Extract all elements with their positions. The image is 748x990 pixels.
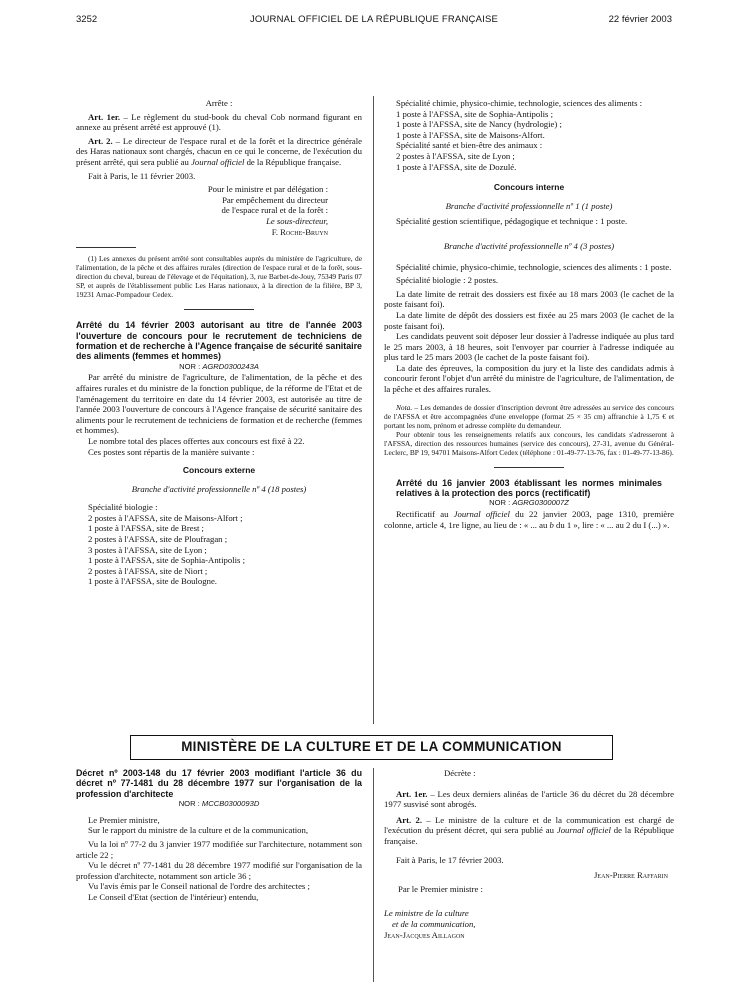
- speciality-biology-2: Spécialité biologie : 2 postes.: [396, 275, 499, 286]
- nor-code: AGRG0300007Z: [512, 498, 569, 508]
- list-item: 1 poste à l'AFSSA, site de Boulogne.: [88, 576, 217, 587]
- visa-loi: Vu la loi nº 77-2 du 3 janvier 1977 modifiée sur l'architecture, notamment son article 22 ;: [76, 839, 362, 860]
- culture-article-2: [384, 815, 674, 847]
- article-2-label: Art. 2.: [396, 814, 423, 825]
- list-item: 2 postes à l'AFSSA, site de Ploufragan ;: [88, 534, 228, 545]
- list-item: 1 poste à l'AFSSA, site de Nancy (hydrologie) ;: [396, 119, 562, 130]
- signature-line-1: Pour le ministre et par délégation :: [207, 184, 328, 195]
- nor-reference: [76, 362, 362, 373]
- signature-line-2: Par empêchement du directeur: [222, 194, 328, 205]
- decree-paragraph-1: Par arrêté du ministre de l'agriculture, de l'alimentation, de la pêche et des affaires rurales et du ministre de la fonction publique, de la réforme de l'Etat et de l'aménagement du territoire en date du 14 février 2003, est autorisée au titre de l'année 2003 l'ouverture de concours à l'Agence française de sécurité sanitaire des aliments pour le recrutement de techniciens de formation et de recherche (femmes et hommes).: [76, 372, 362, 436]
- list-item: 1 poste à l'AFSSA, site de Brest ;: [88, 523, 204, 534]
- visa-decret: Vu le décret nº 77-1481 du 28 décembre 1977 modifié sur l'organisation de la profession d'architecte, notamment son article 36 ;: [76, 860, 362, 881]
- decree-paragraph-3: Ces postes sont répartis de la manière suivante :: [88, 446, 255, 457]
- article-1: [76, 112, 362, 133]
- paragraph-epreuves: La date des épreuves, la composition du jury et la liste des candidats admis à concourir feront l'objet d'un arrêté du ministre de l'agriculture, de l'alimentation, de la pêche et des affaires rurales.: [384, 362, 674, 395]
- bottom-left-column: [76, 768, 362, 903]
- paragraph-retrait: La date limite de retrait des dossiers est fixée au 18 mars 2003 (le cachet de la poste faisant foi).: [384, 288, 674, 310]
- nor-code: AGRD0300243A: [202, 361, 259, 371]
- par-premier-ministre: Par le Premier ministre :: [398, 883, 483, 894]
- minister-name: Jean-Jacques Aillagon: [384, 929, 465, 940]
- signature-title: Le sous-directeur,: [266, 215, 328, 226]
- signer-name: Jean-Pierre Raffarin: [594, 870, 668, 881]
- column-divider-bottom: [373, 768, 374, 982]
- nor-reference: [76, 799, 362, 810]
- ministry-banner: MINISTÈRE DE LA CULTURE ET DE LA COMMUNICATION: [130, 735, 613, 760]
- paragraph-depot: La date limite de dépôt des dossiers est fixée au 25 mars 2003 (le cachet de la poste faisant foi).: [384, 309, 674, 331]
- signature-name: F. Roche-Bruyn: [271, 226, 328, 237]
- culture-decree-title: Décret nº 2003-148 du 17 février 2003 modifiant l'article 36 du décret nº 77-1481 du 28 décembre 1977 sur l'organisation de la profession d'architecte: [76, 768, 362, 799]
- concours-interne-heading: Concours interne: [493, 182, 565, 193]
- speciality-biology: Spécialité biologie :: [88, 502, 158, 513]
- page-header: [76, 14, 672, 28]
- article-2: [76, 136, 362, 168]
- branche-4b-heading: Branche d'activité professionnelle nº 4 (3 postes): [443, 240, 615, 251]
- visa-avis: Vu l'avis émis par le Conseil national de l'ordre des architectes ;: [88, 881, 310, 892]
- footnote-rule: [76, 247, 136, 248]
- list-item: 1 poste à l'AFSSA, site de Maisons-Alfort.: [396, 129, 545, 140]
- paragraph-candidats: Les candidats peuvent soit déposer leur dossier à l'adresse indiquée au plus tard le 25 mars 2003, à 18 heures, soit l'envoyer par courrier à l'adresse indiquée au plus tard le 25 mars 2003 (le cachet de la poste faisant foi).: [384, 331, 674, 363]
- branche-1-heading: Branche d'activité professionnelle nº 1 (1 poste): [445, 200, 613, 211]
- speciality-animal-health: Spécialité santé et bien-être des animaux :: [396, 140, 543, 151]
- article-2-jo: Journal officiel: [556, 825, 611, 836]
- nor-label: NOR :: [178, 799, 202, 809]
- decree-paragraph-2: Le nombre total des places offertes aux concours est fixé à 22.: [88, 435, 305, 446]
- rect-text-b: du 22 janvier 2003, page 1310, première colonne, article 4, 1re ligne, au lieu de : « ... au: [384, 509, 675, 530]
- nota: [384, 403, 674, 430]
- list-item: 1 poste à l'AFSSA, site de Sophia-Antipolis ;: [88, 555, 245, 566]
- list-item: 2 postes à l'AFSSA, site de Maisons-Alfort ;: [88, 512, 243, 523]
- nota-contact: Pour obtenir tous les renseignements relatifs aux concours, les candidats s'adresseront à l'AFSSA, direction des ressources humaines (service des concours), 27-31, avenue du Général-Leclerc, BP 19, 94701 Maisons-Alfort Cedex (téléphone : 01-49-77-13-76, fax : 01-49-77-13-86).: [384, 429, 674, 457]
- chemistry-list: [384, 98, 674, 172]
- nota-label: Nota.: [396, 402, 413, 412]
- section-rule: [184, 309, 254, 310]
- article-2-jo: Journal officiel: [191, 156, 245, 167]
- rect-jo: Journal officiel: [453, 509, 510, 520]
- article-2-label: Art. 2.: [88, 135, 113, 146]
- article-1-label: Art. 1er.: [396, 788, 428, 799]
- issue-date: 22 février 2003: [608, 14, 672, 25]
- article-1-label: Art. 1er.: [88, 111, 121, 122]
- article-2-text: – Le directeur de l'espace rural et de la forêt et la directrice générale des Haras nationaux sont chargés, chacun en ce qui le concerne, de l'exécution du présent arrêté, qui sera publié au: [76, 135, 362, 167]
- list-item: 3 postes à l'AFSSA, site de Lyon ;: [88, 544, 207, 555]
- fait-a-paris: Fait à Paris, le 11 février 2003.: [88, 170, 196, 181]
- column-divider-top: [373, 96, 374, 724]
- article-1-text: – Le règlement du stud-book du cheval Cob normand figurant en annexe au présent arrêté est approuvé (1).: [76, 111, 362, 133]
- right-column: [384, 98, 674, 530]
- visa-rapport: Sur le rapport du ministre de la culture et de la communication,: [88, 825, 309, 836]
- nor-label: NOR :: [489, 498, 513, 508]
- nor-label: NOR :: [179, 361, 203, 371]
- list-item: 2 postes à l'AFSSA, site de Niort ;: [88, 565, 208, 576]
- rect-text-a: Rectificatif au: [396, 509, 454, 520]
- article-2-tail: de la République française.: [384, 825, 674, 846]
- nor-code: MCCB0300093D: [201, 799, 260, 809]
- culture-article-1: [384, 789, 674, 810]
- article-1-text: – Les deux derniers alinéas de l'article 36 du décret du 28 décembre 1977 susvisé sont abrogés.: [384, 788, 675, 810]
- speciality-management: Spécialité gestion scientifique, pédagogique et technique : 1 poste.: [396, 216, 628, 227]
- minister-title-1: Le ministre de la culture: [384, 908, 469, 919]
- biology-list: [76, 502, 362, 587]
- rectificatif-paragraph: [384, 509, 674, 530]
- list-item: 2 postes à l'AFSSA, site de Lyon ;: [396, 150, 515, 161]
- rect-text-b-italic: b: [549, 519, 554, 530]
- decrete-label: Décrète :: [444, 768, 476, 778]
- page-number: 3252: [76, 14, 98, 25]
- nota-text: – Les demandes de dossier d'inscription devront être adressées au service des concours de l'AFSSA et être accompagnées d'une enveloppe (format 25 × 35 cm) affranchie à 1,75 € et portant les nom, prénom et adresse complète du demandeur.: [384, 402, 674, 430]
- porcs-decree-title: Arrêté du 16 janvier 2003 établissant les normes minimales relatives à la protection des porcs (rectificatif): [396, 477, 662, 499]
- rect-text-c: du 1 », lire : « ... au 2 du I (...) ».: [553, 519, 670, 530]
- journal-title: JOURNAL OFFICIEL DE LA RÉPUBLIQUE FRANÇAISE: [249, 14, 499, 25]
- visa-conseil-etat: Le Conseil d'Etat (section de l'intérieur) entendu,: [88, 891, 259, 902]
- branche-4-heading: Branche d'activité professionnelle nº 4 (18 postes): [131, 483, 307, 494]
- footnote: (1) Les annexes du présent arrêté sont consultables auprès du ministère de l'agriculture, de l'alimentation, de la pêche et des affaires rurales (direction de l'espace rural et de la forêt, sous-direction du cheval, bureau de l'élevage et de l'équitation), 3, rue Barbet-de-Jouy, 75349 Paris 07 SP, et auprès de l'établissement public Les Haras nationaux, à la direction de la filière, BP 3, 19231 Arnac-Pompadour Cedex.: [76, 254, 362, 300]
- decree-title: Arrêté du 14 février 2003 autorisant au titre de l'année 2003 l'ouverture de concours pour le recrutement de techniciens de formation et de recherche à l'Agence française de sécurité sanitaire des aliments (femmes et hommes): [76, 320, 362, 362]
- bottom-right-column: [384, 768, 674, 940]
- left-column: [76, 98, 362, 587]
- list-item: 1 poste à l'AFSSA, site de Sophia-Antipolis ;: [396, 108, 553, 119]
- section-rule: [494, 467, 564, 468]
- premier-ministre: Le Premier ministre,: [88, 814, 160, 825]
- nor-reference: [384, 498, 674, 509]
- speciality-chemistry: Spécialité chimie, physico-chimie, technologie, sciences des aliments :: [396, 98, 643, 108]
- article-2-text: – Le ministre de la culture et de la communication est chargé de l'exécution du présent décret, qui sera publié au: [384, 814, 674, 836]
- arrete-label: Arrête :: [205, 98, 233, 108]
- minister-title-2: et de la communication,: [392, 918, 476, 929]
- signature-line-3: de l'espace rural et de la forêt :: [221, 205, 328, 216]
- concours-externe-heading: Concours externe: [182, 465, 256, 476]
- speciality-chemistry-2: Spécialité chimie, physico-chimie, technologie, sciences des aliments : 1 poste.: [396, 261, 672, 272]
- list-item: 1 poste à l'AFSSA, site de Dozulé.: [396, 161, 517, 172]
- fait-a-paris: Fait à Paris, le 17 février 2003.: [396, 854, 504, 865]
- article-2-tail: de la République française.: [244, 156, 342, 167]
